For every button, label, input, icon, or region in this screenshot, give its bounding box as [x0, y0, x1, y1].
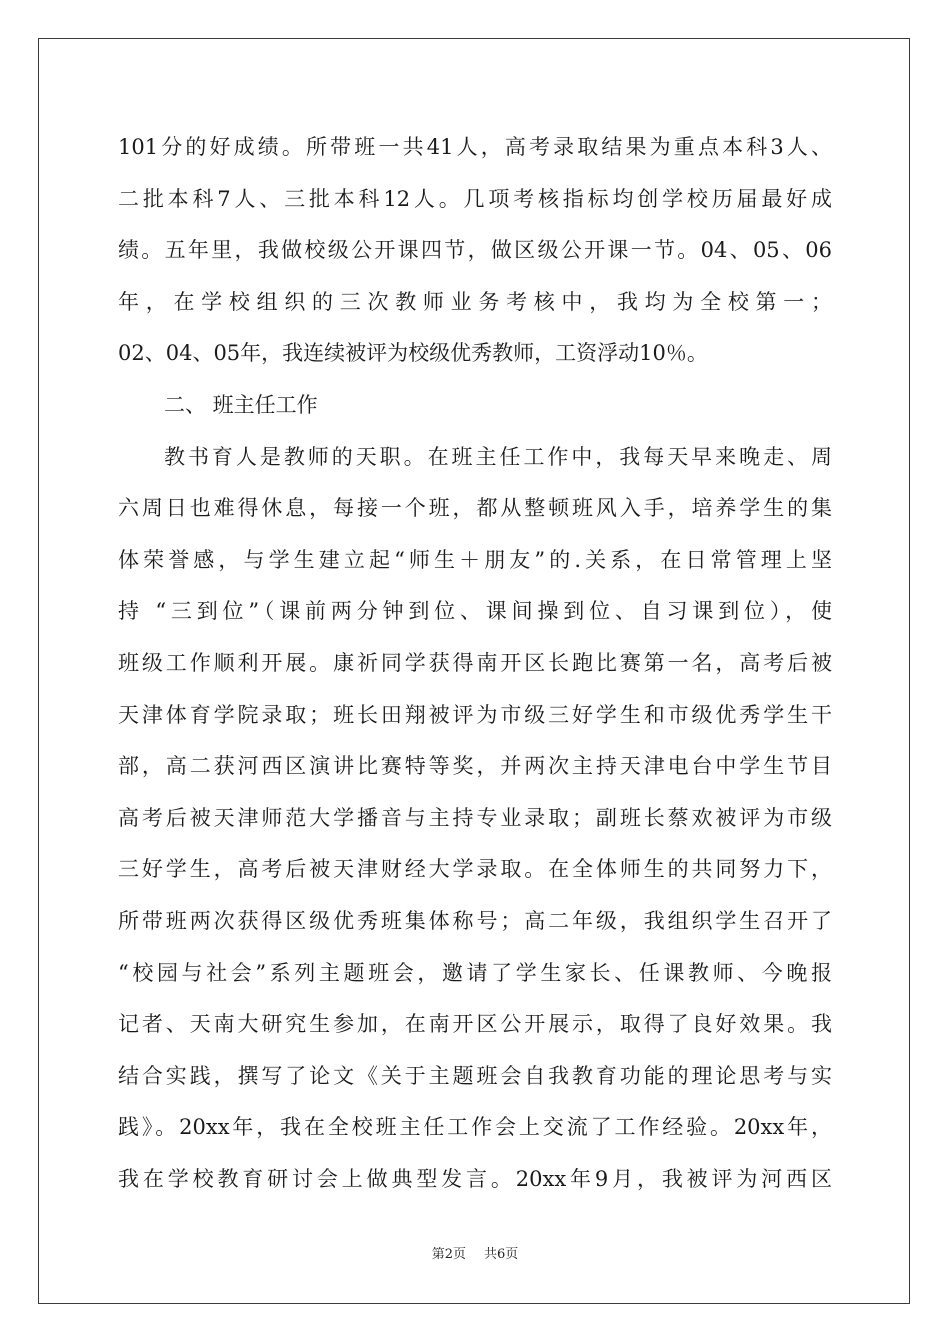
page-footer	[0, 1245, 950, 1265]
text-line: 我在学校教育研讨会上做典型发言。20xx年9月，我被评为河西区	[118, 1166, 832, 1191]
text-line: 记者、天南大研究生参加，在南开区公开展示，取得了良好效果。我	[118, 1012, 832, 1037]
text-line: “校园与社会”系列主题班会，邀请了学生家长、任课教师、今晚报	[118, 960, 832, 985]
page-number-current: 第2页	[431, 1247, 466, 1262]
text-line: 三好学生，高考后被天津财经大学录取。在全体师生的共同努力下，	[118, 857, 832, 882]
text-line: 持 “三到位”（课前两分钟到位、课间操到位、自习课到位），使	[118, 599, 832, 624]
text-line: 二批本科7人、三批本科12人。几项考核指标均创学校历届最好成	[118, 186, 832, 211]
text-line: 高考后被天津师范大学播音与主持专业录取；副班长蔡欢被评为市级	[118, 805, 832, 830]
text-line: 班级工作顺利开展。康祈同学获得南开区长跑比赛第一名，高考后被	[118, 650, 832, 675]
text-line: 天津体育学院录取；班长田翔被评为市级三好学生和市级优秀学生干	[118, 702, 832, 727]
text-line: 体荣誉感，与学生建立起“师生＋朋友”的.关系，在日常管理上坚	[118, 547, 832, 572]
text-line: 部，高二获河西区演讲比赛特等奖，并两次主持天津电台中学生节目	[118, 754, 832, 779]
page-number-total: 共6页	[484, 1247, 519, 1262]
text-line: 践》。20xx年，我在全校班主任工作会上交流了工作经验。20xx年，	[118, 1115, 832, 1140]
text-line: 101分的好成绩。所带班一共41人，高考录取结果为重点本科3人、	[118, 135, 832, 159]
text-line: 年，在学校组织的三次教师业务考核中，我均为全校第一；	[118, 289, 832, 314]
document-body	[118, 122, 832, 1205]
text-line: 六周日也难得休息，每接一个班，都从整顿班风入手，培养学生的集	[118, 496, 832, 521]
paragraph-first-line: 教书育人是教师的天职。在班主任工作中，我每天早来晚走、周	[164, 444, 832, 469]
text-line: 结合实践，撰写了论文《关于主题班会自我教育功能的理论思考与实	[118, 1063, 832, 1088]
text-line: 所带班两次获得区级优秀班集体称号；高二年级，我组织学生召开了	[118, 908, 832, 933]
text-line: 绩。五年里，我做校级公开课四节，做区级公开课一节。04、05、06	[118, 238, 832, 263]
text-line: 02、04、05年，我连续被评为校级优秀教师，工资浮动10％。	[118, 341, 708, 366]
section-heading: 二、 班主任工作	[164, 392, 318, 417]
